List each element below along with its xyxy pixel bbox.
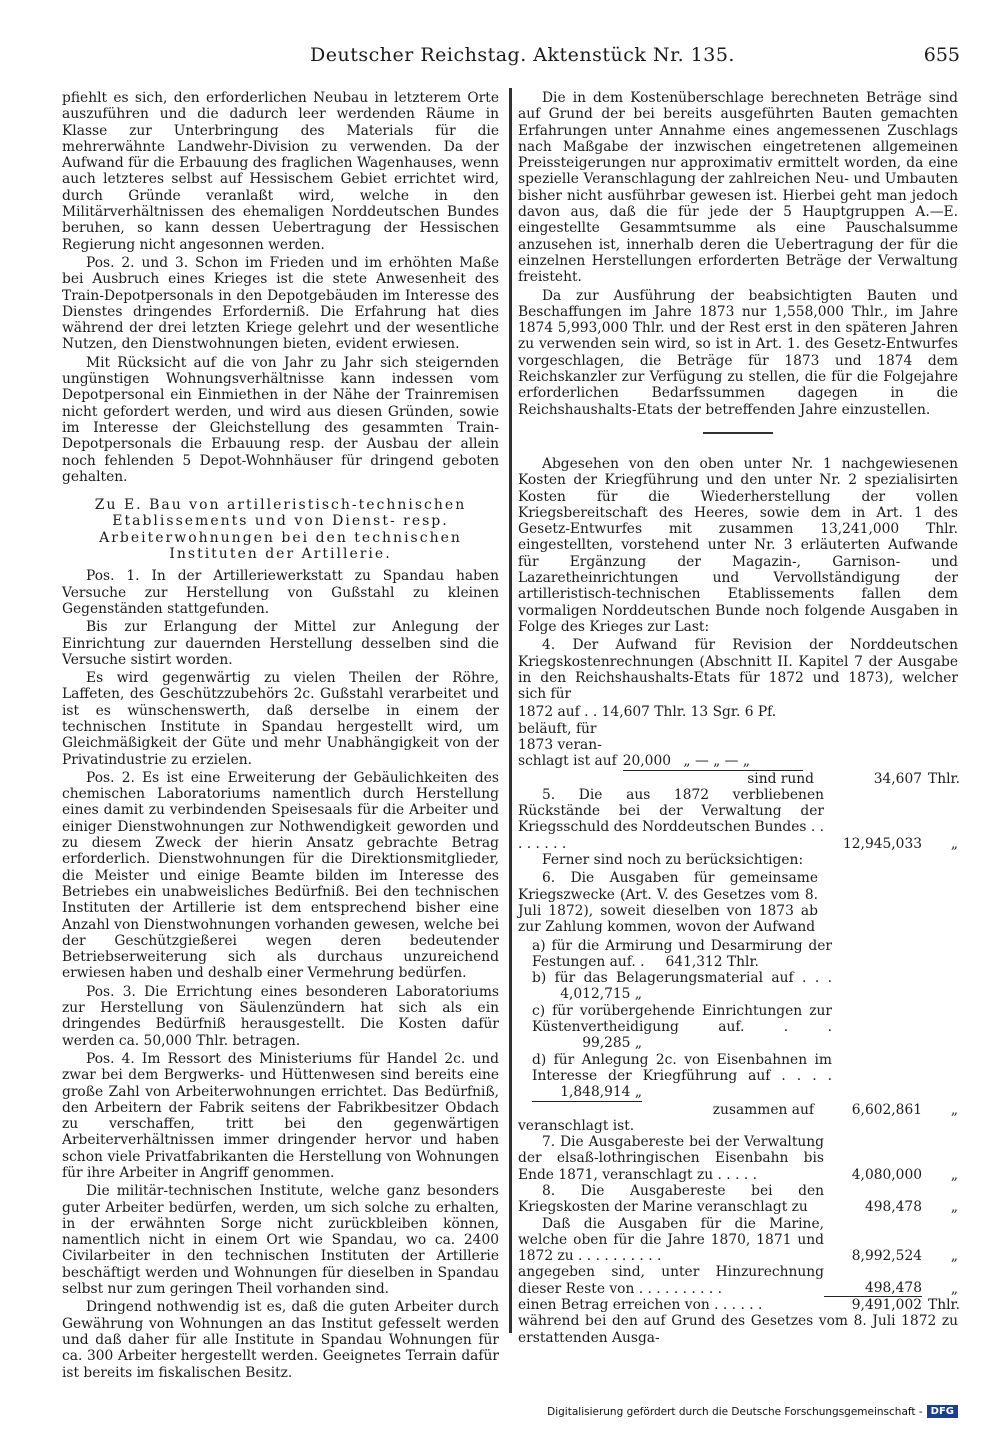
paragraph: Pos. 4. Im Ressort des Ministeriums für Handel 2c. und zwar bei dem Bergwerks- und Hüttenwesen sind bereits eine große Zahl von Arbeiterwohnungen errichtet. Das Bedürfniß, den Arbeitern der Fabrik seitens der Fabrikbesitzer Obdach zu verschaffen, tritt bei den gegenwärtigen Arbeiterverhältnissen immer dringender hervor und haben schon viele Privatfabrikanten die Herstellung von Wohnungen für ihre Arbeiter in Angriff genommen. (62, 1050, 499, 1181)
ledger-line: beläuft, für (518, 720, 597, 737)
ledger-row (518, 771, 958, 787)
ledger-row (518, 753, 958, 770)
ledger-label: schlagt ist auf (518, 753, 617, 770)
column-divider (509, 88, 512, 1333)
ledger-line: veranschlagt ist. (518, 1117, 635, 1134)
ledger-row (518, 1102, 958, 1118)
page-number: 655 (923, 44, 960, 66)
ledger-unit: Thlr. (928, 1297, 960, 1314)
ledger-subtotal (623, 753, 803, 770)
ledger-amount: 99,285 „ (582, 1035, 642, 1052)
ledger-unit: „ (950, 1248, 958, 1265)
ledger-label: d) für Anlegung 2c. von Eisenbahnen im Interesse der Kriegführung auf . . . . (532, 1051, 832, 1084)
ledger-row (518, 1134, 958, 1183)
ledger-amount: 4,080,000 (851, 1166, 922, 1183)
ledger-amount: 498,478 (864, 1199, 922, 1216)
ledger-row (518, 1216, 958, 1265)
ledger-label: c) für vorübergehende Einrichtungen zur Küstenvertheidigung auf. . . (532, 1002, 832, 1036)
ledger-unit: „ (950, 1199, 958, 1216)
paragraph: Die militär-technischen Institute, welche ganz besonders guter Arbeiter bedürfen, werden, um sich solche zu erhalten, in der erwähnten Sorge nicht zurückbleiben können, namentlich nicht in einem Ort wie Spandau, wo ca. 2400 Civilarbeiter in den technischen Instituten der Artillerie beschäftigt werden und Wohnungen für dieselben in Spandau selbst nur zum geringen Theil vorhanden sind. (62, 1183, 499, 1298)
ledger-label: 7. Die Ausgabereste bei der Verwaltung der elsaß-lothringischen Eisenbahn bis Ende 1871, veranschlagt zu . . . . . (518, 1134, 824, 1183)
ledger-label: einen Betrag erreichen von . . . . . . (518, 1297, 763, 1314)
ledger-subitem (518, 1003, 832, 1052)
paragraph: Pos. 3. Die Errichtung eines besonderen Laboratoriums zur Herstellung von Säulenzündern hat sich als ein dringendes Bedürfniß herausgestellt. Die Kosten dafür werden ca. 50,000 Thlr. betragen. (62, 983, 499, 1049)
ledger-label: zusammen auf (712, 1101, 814, 1118)
paragraph: Ferner sind noch zu berücksichtigen: (542, 852, 804, 869)
paragraph: Pos. 1. In der Artilleriewerkstatt zu Spandau haben Versuche zur Herstellung von Gußstahl zu kleinen Gegenständen stattgefunden. (62, 568, 499, 617)
running-title: Deutscher Reichstag. Aktenstück Nr. 135. (310, 44, 735, 66)
ledger-row (518, 1264, 958, 1297)
ledger-line: 1873 veran- (518, 736, 602, 753)
ledger-label: sind rund (747, 770, 814, 787)
ledger-unit: „ (950, 1166, 958, 1183)
ledger-label: Daß die Ausgaben für die Marine, welche oben für die Jahre 1870, 1871 und 1872 zu . . . . . . . . . . (518, 1215, 824, 1265)
ledger-amount: 34,607 (873, 770, 922, 787)
ledger-unit: „ (950, 1101, 958, 1118)
paragraph: Bis zur Erlangung der Mittel zur Anlegung der Einrichtung zur dauernden Herstellung desselben sind die Versuche sistirt worden. (62, 619, 499, 668)
right-column (518, 90, 958, 1346)
paragraph: Pos. 2. und 3. Schon im Frieden und im erhöhten Maße bei Ausbruch eines Krieges ist die stete Anwesenheit des Train-Depotpersonals in den Depotgebäuden im Interesse des Dienstes dringendes Erforderniß. Die Erfahrung hat dies während der drei letzten Kriege gelehrt und der wesentliche Nutzen, den Dienstwohnungen bieten, evident erwiesen. (62, 254, 499, 353)
ledger-amount: 20,000 (622, 753, 672, 770)
paragraph: Dringend nothwendig ist es, daß die guten Arbeiter durch Gewährung von Wohnungen an das Institut gefesselt werden und daß daher für alle Institute in Spandau Wohnungen für ca. 300 Arbeiter hergestellt werden. Geeignetes Terrain dafür ist bereits im fiskalischen Besitz. (62, 1299, 499, 1381)
ledger-amount: 498,478 (824, 1280, 922, 1297)
paragraph: Pos. 2. Es ist eine Erweiterung der Gebäulichkeiten des chemischen Laboratoriums namentlich durch Herstellung eines damit zu verbindenden Speisesaals für die Arbeiter und einiger Dienstwohnungen zur Nothwendigkeit geworden und zu diesem Zweck der hierin Ansatz gebrachte Betrag erforderlich. Dienstwohnungen für die Direktionsmitglieder, die Meister und einige Beamte bilden im Interesse des Betriebes ein unabweisliches Bedürfniß. Bei den technischen Instituten der Artillerie ist dem entsprechend bisher eine Anzahl von Dienstwohnungen vorhanden gewesen, welche bei der Geschützgießerei wegen deren bedeutender Betriebserweiterung sich als durchaus unzureichend erwiesen haben und deshalb einer Vermehrung bedürfen. (62, 769, 499, 982)
paragraph: Es wird gegenwärtig zu vielen Theilen der Röhre, Laffeten, des Geschützzubehörs 2c. Gußstahl verarbeitet und ist es wünschenswerth, daß derselbe in einem der technischen Institute in Spandau hergestellt wird, um Gleichmäßigkeit der Güte und mehr Unabhängigkeit von der Privatindustrie zu erzielen. (62, 670, 499, 768)
ledger-amount: 8,992,524 (851, 1248, 922, 1265)
paragraph: Mit Rücksicht auf die von Jahr zu Jahr sich steigernden ungünstigen Wohnungsverhältnisse kann indessen vom Depotpersonal ein Einmiethen in der Nähe der Trainremisen nicht gefordert werden, und wird aus diesen Gründen, sowie im Interesse der Gleichstellung des gesammten Train-Depotpersonals die Erbauung resp. der Ausbau der allein noch fehlenden 5 Depot-Wohnhäuser für dringend geboten gehalten. (62, 354, 499, 485)
ledger-label: b) für das Belagerungsmaterial auf . . . (532, 970, 832, 987)
paragraph: pfiehlt es sich, den erforderlichen Neubau in letzterem Orte auszuführen und die dadurch leer werdenden Räume in Klasse zur Unterbringung des Materials für die mehrerwähnte Landwehr-Division zu verwenden. Da der Aufwand für die Erbauung des fraglichen Wagenhauses, wenn auch letzteres selbst auf Hessischem Gebiet errichtet wird, durch Gründe veranlaßt wird, welche in den Militärverhältnissen des ehemaligen Norddeutschen Bundes beruhen, so kann dessen Uebertragung der Hessischen Regierung nicht angesonnen werden. (62, 90, 499, 253)
ledger-amount: 9,491,002 (851, 1297, 922, 1314)
ledger-label: angegeben sind, unter Hinzurechnung dieser Reste von . . . . . . . . . . (518, 1264, 824, 1297)
footer-text: Digitalisierung gefördert durch die Deutsche Forschungsgemeinschaft - (547, 1405, 923, 1418)
ledger-unit: „ — „ — „ (683, 753, 750, 770)
left-column (62, 90, 499, 1383)
section-heading: Zu E. Bau von artilleristisch-technischen Etablissements und von Dienst- resp. Arbeiterwohnungen bei den technischen Instituten der Artillerie. (94, 497, 467, 563)
ledger-unit: „ (950, 835, 958, 852)
ledger-subitem (518, 938, 832, 971)
ledger-line: 1872 auf . . 14,607 Thlr. 13 Sgr. 6 Pf. (518, 704, 777, 721)
paragraph: Abgesehen von den oben unter Nr. 1 nachgewiesenen Kosten der Kriegführung und den unter Nr. 2 spezialisirten Kosten für die Wiederherstellung der vollen Kriegsbereitschaft des Heeres, sowie dem in Art. 1 des Gesetz-Entwurfes mit zusammen 13,241,000 Thlr. eingestellten, vorstehend unter Nr. 3 erläuterten Aufwande für Ergänzung der Magazin-, Garnison- und Lazaretheinrichtungen und Vervollständigung der artilleristisch-technischen Etablissements fallen dem vormaligen Norddeutschen Bunde noch folgende Ausgaben in Folge des Krieges zur Last: (518, 455, 958, 635)
ledger-amount: 12,945,033 (843, 835, 922, 852)
ledger-label: a) für die Armirung und Desarmirung der Festungen auf. . (532, 937, 832, 970)
ledger-unit: Thlr. (928, 770, 960, 787)
dfg-logo: DFG (927, 1405, 958, 1418)
paragraph: 6. Die Ausgaben für gemeinsame Kriegszwecke (Art. V. des Gesetzes vom 8. Juli 1872), soweit dieselben von 1873 ab zur Zahlung kommen, wovon der Aufwand (518, 870, 818, 936)
paragraph: Die in dem Kostenüberschlage berechneten Beträge sind auf Grund der bei bereits ausgeführten Bauten gemachten Erfahrungen unter Annahme eines angemessenen Zuschlags nach Maßgabe der inzwischen eingetretenen allgemeinen Preissteigerungen nur approximativ ermittelt worden, da eine spezielle Veranschlagung der zahlreichen Neu- und Umbauten bisher nicht ausführbar gewesen ist. Hierbei geht man jedoch davon aus, daß die für jede der 5 Hauptgruppen A.—E. eingestellte Gesammtsumme als eine Pauschalsumme anzusehen ist, innerhalb deren die Uebertragung der für die einzelnen Herstellungen erforderten Beträge der Verwaltung freisteht. (518, 90, 958, 286)
ledger-unit: „ (950, 1280, 958, 1297)
page-header (60, 44, 960, 74)
ledger-subitem (518, 1052, 832, 1102)
ledger-label: 8. Die Ausgabereste bei den Kriegskosten der Marine veranschlagt zu (518, 1183, 824, 1216)
ledger-subitem (518, 970, 832, 1003)
ledger-row (518, 787, 958, 852)
ledger-amount: 1,848,914 „ (532, 1084, 642, 1101)
ledger-amount: 6,602,861 (851, 1101, 922, 1118)
ledger-row (518, 1183, 958, 1216)
ledger-row (518, 1297, 958, 1313)
paragraph: Da zur Ausführung der beabsichtigten Bauten und Beschaffungen im Jahre 1873 nur 1,558,000 Thlr., im Jahre 1874 5,993,000 Thlr. und der Rest erst in den späteren Jahren zu verwenden sein wird, so ist in Art. 1. des Gesetz-Entwurfes vorgeschlagen, die Beträge für 1873 und 1874 dem Reichskanzler zur Verfügung zu stellen, die für die Folgejahre erforderlichen Bedarfssummen dagegen in die Reichshaushalts-Etats der betreffenden Jahre einzustellen. (518, 287, 958, 418)
ledger-label: 5. Die aus 1872 verbliebenen Rückstände bei der Verwaltung der Kriegsschuld des Norddeutschen Bundes . . . . . . . . (518, 786, 824, 852)
paragraph: 4. Der Aufwand für Revision der Norddeutschen Kriegskostenrechnungen (Abschnitt II. Kapitel 7 der Ausgabe in den Reichshaushalts-Etats für 1872 und 1873), welcher sich für (518, 637, 958, 703)
ledger (518, 704, 958, 1346)
ledger-amount: 4,012,715 „ (560, 986, 642, 1003)
ledger-amount: 641,312 Thlr. (665, 953, 759, 970)
digitization-footer (547, 1405, 958, 1418)
ledger-line: während bei den auf Grund des Gesetzes vom 8. Juli 1872 zu erstattenden Ausga- (518, 1313, 958, 1346)
separator-rule (703, 432, 773, 434)
